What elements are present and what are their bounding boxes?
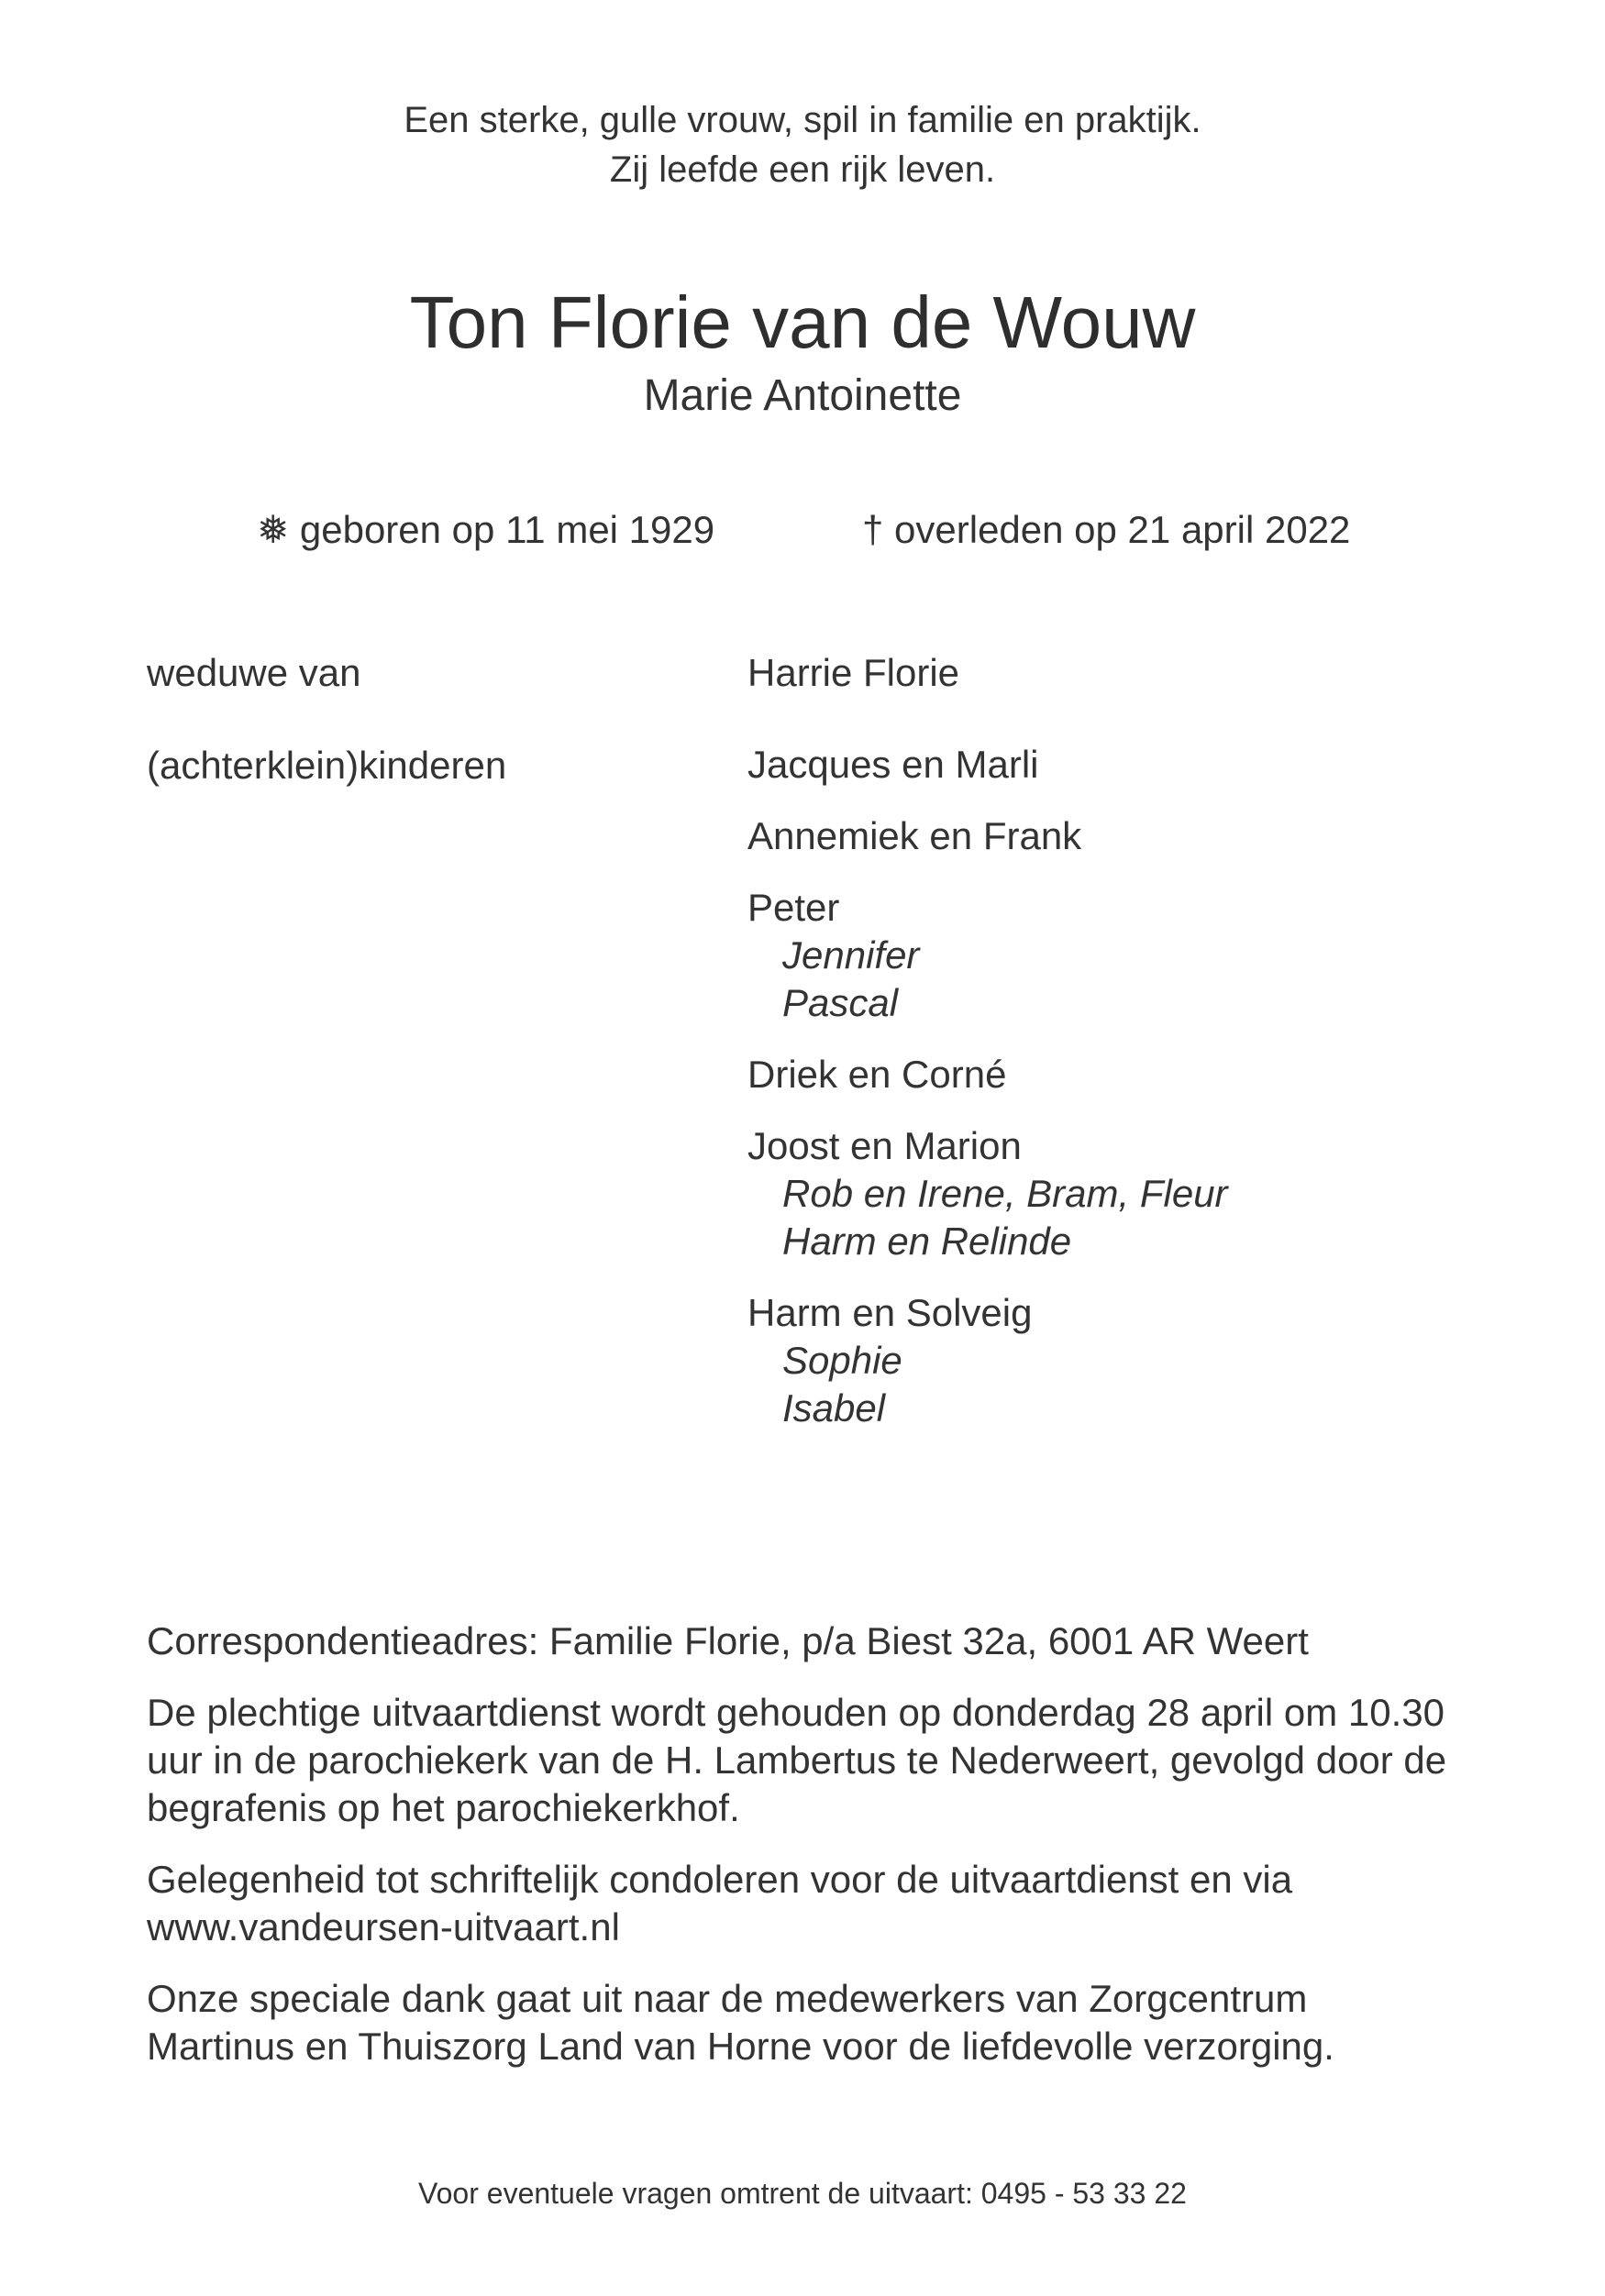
family-grandchild: Rob en Irene, Bram, Fleur bbox=[782, 1172, 1228, 1215]
footer-contact: Voor eventuele vragen omtrent de uitvaart: 0495 - 53 33 22 bbox=[418, 2177, 1187, 2210]
family-group bbox=[747, 741, 1228, 789]
family-child: Harm en Solveig bbox=[747, 1291, 1033, 1334]
death-date bbox=[862, 507, 1350, 553]
death-date-text: overleden op 21 april 2022 bbox=[894, 508, 1351, 551]
family-group bbox=[747, 1122, 1228, 1265]
family-child: Driek en Corné bbox=[747, 1053, 1007, 1096]
family-child: Jacques en Marli bbox=[747, 743, 1039, 786]
thanks-note: Onze speciale dank gaat uit naar de medewerkers van Zorgcentrum Martinus en Thuiszorg Land van Horne voor de liefdevolle verzorging. bbox=[147, 1977, 1334, 2068]
family-list bbox=[747, 741, 1228, 1456]
family-grandchild: Isabel bbox=[782, 1386, 886, 1429]
birth-date-text: geboren op 11 mei 1929 bbox=[299, 508, 715, 551]
star-icon: ❅ bbox=[257, 508, 290, 551]
family-group bbox=[747, 1051, 1228, 1098]
family-child: Peter bbox=[747, 886, 840, 929]
family-group bbox=[747, 1289, 1228, 1432]
condolence-info: Gelegenheid tot schriftelijk condoleren voor de uitvaartdienst en via www.vandeursen-uitvaart.nl bbox=[147, 1858, 1293, 1948]
service-details: De plechtige uitvaartdienst wordt gehouden op donderdag 28 april om 10.30 uur in de parochiekerk van de H. Lambertus te Nederweert, gevolgd door de begrafenis op het parochiekerkhof. bbox=[147, 1691, 1447, 1829]
spouse-name: Harrie Florie bbox=[747, 651, 960, 694]
cross-icon: † bbox=[862, 508, 884, 551]
motto bbox=[0, 95, 1605, 194]
family-group bbox=[747, 884, 1228, 1027]
deceased-full-name: Marie Antoinette bbox=[643, 371, 962, 420]
family-label: (achterklein)kinderen bbox=[147, 744, 507, 787]
family-child: Annemiek en Frank bbox=[747, 814, 1082, 857]
family-child: Joost en Marion bbox=[747, 1124, 1022, 1167]
motto-line-2: Zij leefde een rijk leven. bbox=[609, 149, 996, 190]
family-grandchild: Harm en Relinde bbox=[782, 1220, 1072, 1263]
birth-date bbox=[257, 507, 714, 553]
family-grandchild: Pascal bbox=[782, 981, 899, 1024]
correspondence-address: Correspondentieadres: Familie Florie, p/a Biest 32a, 6001 AR Weert bbox=[147, 1619, 1309, 1662]
widow-label: weduwe van bbox=[147, 651, 361, 694]
info-section bbox=[147, 1617, 1449, 2094]
family-group bbox=[747, 812, 1228, 860]
family-grandchild: Jennifer bbox=[782, 933, 920, 977]
deceased-name: Ton Florie van de Wouw bbox=[409, 281, 1196, 363]
family-grandchild: Sophie bbox=[782, 1339, 902, 1382]
motto-line-1: Een sterke, gulle vrouw, spil in familie en praktijk. bbox=[404, 100, 1201, 140]
